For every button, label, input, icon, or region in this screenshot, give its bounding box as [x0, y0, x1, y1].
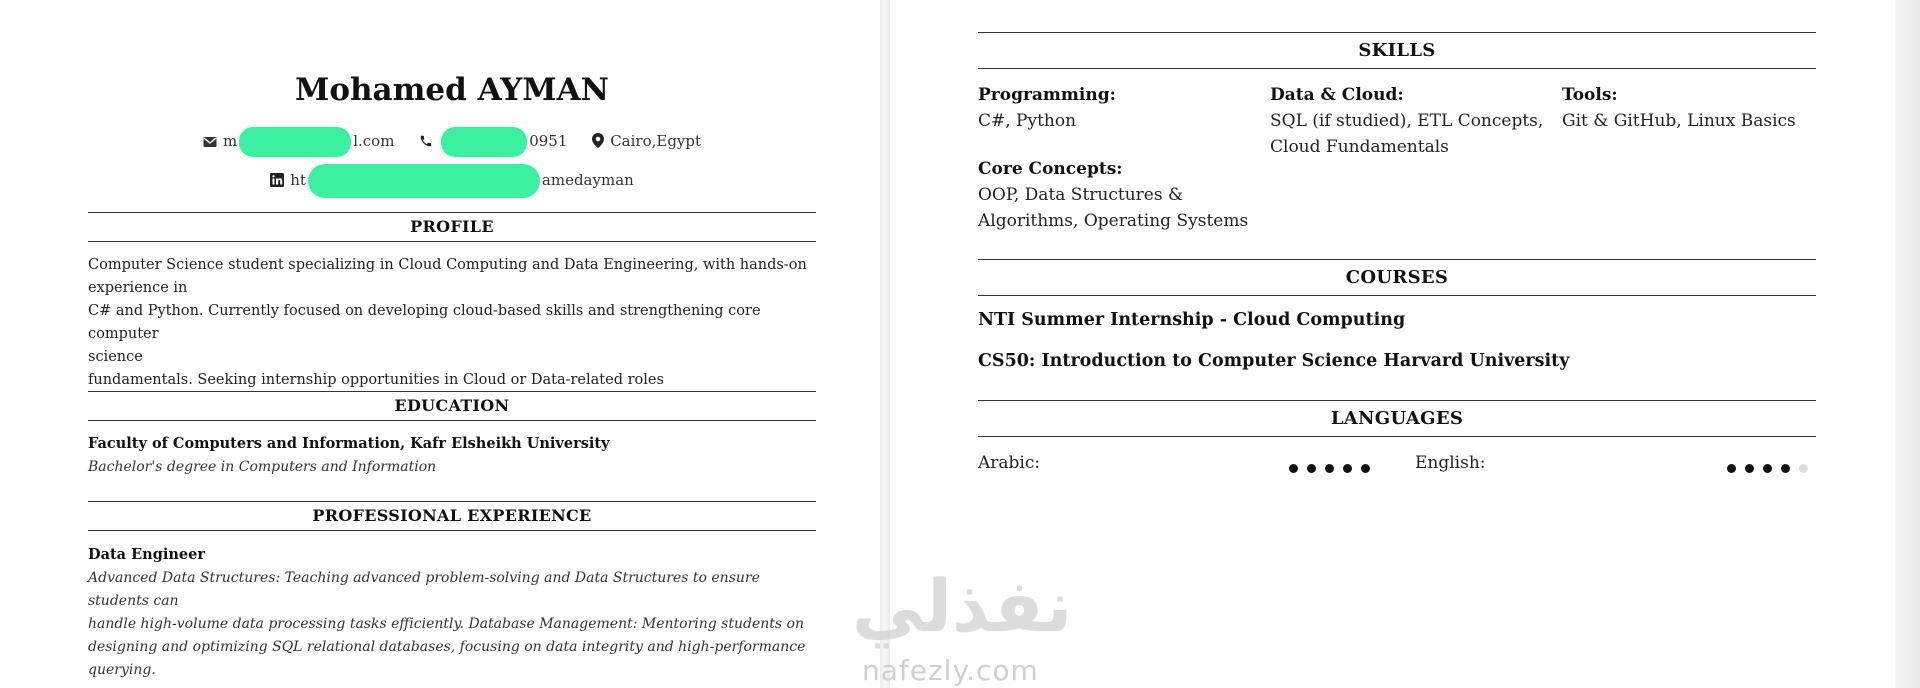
rating-dot-filled [1325, 464, 1334, 473]
phone-icon [419, 134, 433, 148]
contact-linkedin[interactable]: ht amedayman [270, 164, 634, 198]
rating-dot-filled [1307, 464, 1316, 473]
contact-row [88, 127, 816, 157]
skills-heading: SKILLS [978, 32, 1816, 69]
job-title: Data Engineer [88, 546, 205, 563]
profile-text: Computer Science student specializing in Cloud Computing and Data Engineering, with hands-on experience in C# and Python. Currently focused on developing cloud-based skills and strengthening core computer science fundamentals. Seeking internship opportunities in Cloud or Data-related roles [88, 257, 807, 388]
rating-dot-filled [1727, 464, 1736, 473]
languages-heading: LANGUAGES [978, 400, 1816, 437]
language-english: English: [1415, 453, 1486, 473]
rating-dot-filled [1763, 464, 1772, 473]
rating-dot-filled [1745, 464, 1754, 473]
courses-heading: COURSES [978, 259, 1816, 296]
contact-row-linkedin [88, 164, 816, 198]
skill-data-cloud: Data & Cloud: SQL (if studied), ETL Concepts, Cloud Fundamentals [1270, 85, 1544, 157]
location-pin-icon [592, 133, 604, 148]
rating-dot-filled [1361, 464, 1370, 473]
redaction-mark [308, 164, 540, 198]
job-description: Advanced Data Structures: Teaching advanced problem-solving and Data Structures to ensure students can handle high-volume data processing tasks efficiently. Database Management: Mentoring students on designing and optimizing SQL relational databases, focusing on data integrity and high-performance querying. [88, 570, 806, 678]
profile-heading: PROFILE [88, 212, 816, 242]
redaction-mark [239, 127, 351, 157]
language-rating-arabic [1280, 458, 1370, 477]
education-school: Faculty of Computers and Information, Kafr Elsheikh University [88, 435, 610, 452]
linkedin-icon [270, 173, 284, 187]
experience-heading: PROFESSIONAL EXPERIENCE [88, 501, 816, 531]
skill-programming: Programming: C#, Python [978, 85, 1116, 131]
rating-dot-filled [1781, 464, 1790, 473]
contact-email[interactable]: m l.com [203, 127, 394, 157]
rating-dot-filled [1289, 464, 1298, 473]
course-item: CS50: Introduction to Computer Science Harvard University [978, 351, 1570, 371]
rating-dot-filled [1343, 464, 1352, 473]
candidate-name: Mohamed AYMAN [295, 72, 609, 108]
mail-icon [203, 136, 217, 148]
rating-dot-empty [1799, 464, 1808, 473]
language-arabic: Arabic: [978, 453, 1041, 473]
watermark-url: nafezly.com [862, 654, 1039, 687]
language-rating-english [1718, 458, 1808, 477]
course-item: NTI Summer Internship - Cloud Computing [978, 310, 1406, 330]
education-degree: Bachelor's degree in Computers and Information [88, 459, 437, 475]
contact-location: Cairo,Egypt [592, 132, 701, 150]
skill-tools: Tools: Git & GitHub, Linux Basics [1562, 85, 1796, 131]
page-edge [1895, 0, 1920, 688]
watermark-logo: نفذلي [852, 564, 1073, 648]
redaction-mark [441, 127, 527, 157]
skill-core-concepts: Core Concepts: OOP, Data Structures & Algorithms, Operating Systems [978, 159, 1249, 231]
contact-phone[interactable]: 0951 [419, 127, 567, 157]
education-heading: EDUCATION [88, 391, 816, 421]
